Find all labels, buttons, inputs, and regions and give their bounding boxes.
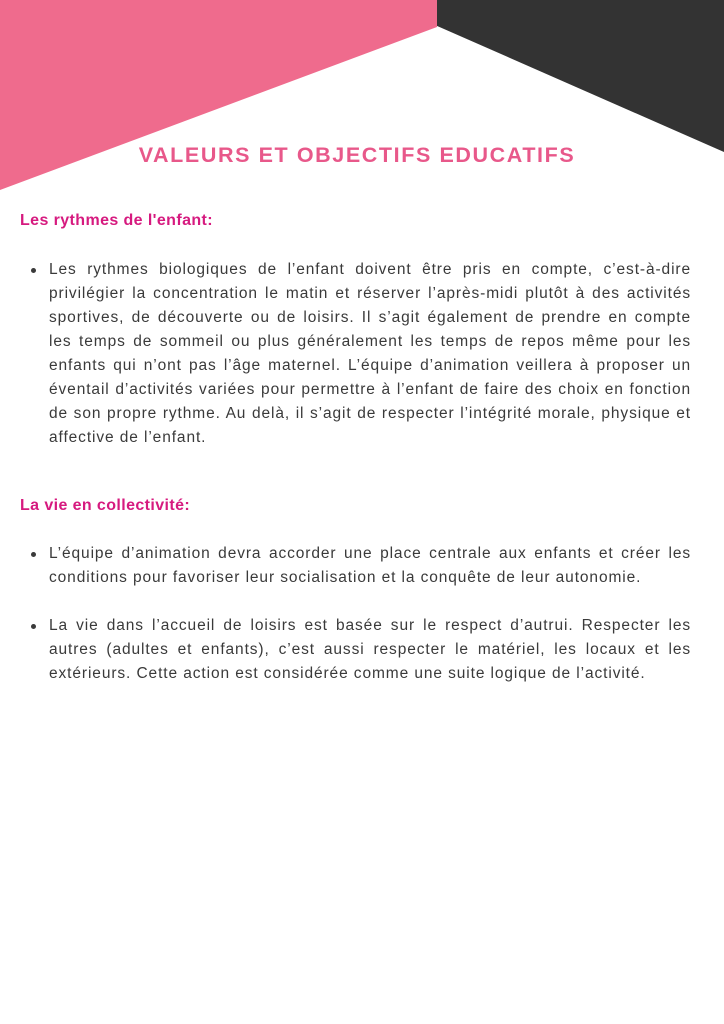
bullet-dot-icon [31, 268, 36, 273]
bullet-list-collectivite [20, 542, 691, 686]
bullet-dot-icon [31, 552, 36, 557]
list-item-text: Les rythmes biologiques de l’enfant doivent être pris en compte, c’est-à-dire privilégier la concentration le matin et réserver l’après-midi plutôt à des activités sportives, de découverte ou de loisirs. Il s’agit également de prendre en compte les temps de sommeil ou plus généralement les temps de repos même pour les enfants qui n’ont pas l’âge maternel. L’équipe d’animation veillera à proposer un éventail d’activités variées pour permettre à l’enfant de faire des choix en fonction de son propre rythme. Au delà, il s’agit de respecter l’intégrité morale, physique et affective de l’enfant. [49, 261, 691, 446]
header-decoration [0, 0, 724, 200]
list-item-text: L’équipe d’animation devra accorder une place centrale aux enfants et créer les conditions pour favoriser leur socialisation et la conquête de leur autonomie. [49, 545, 691, 586]
section-heading-rythmes: Les rythmes de l'enfant: [20, 212, 214, 229]
list-item [20, 258, 691, 450]
bullet-list-rythmes [20, 258, 691, 450]
list-item [20, 542, 691, 590]
page-title: VALEURS ET OBJECTIFS EDUCATIFS [138, 143, 576, 167]
bullet-dot-icon [31, 624, 36, 629]
list-item [20, 614, 691, 686]
section-heading-collectivite: La vie en collectivité: [20, 497, 191, 514]
list-item-text: La vie dans l’accueil de loisirs est basée sur le respect d’autrui. Respecter les autres (adultes et enfants), c’est aussi respecter le matériel, les locaux et les extérieurs. Cette action est considérée comme une suite logique de l’activité. [49, 617, 691, 682]
